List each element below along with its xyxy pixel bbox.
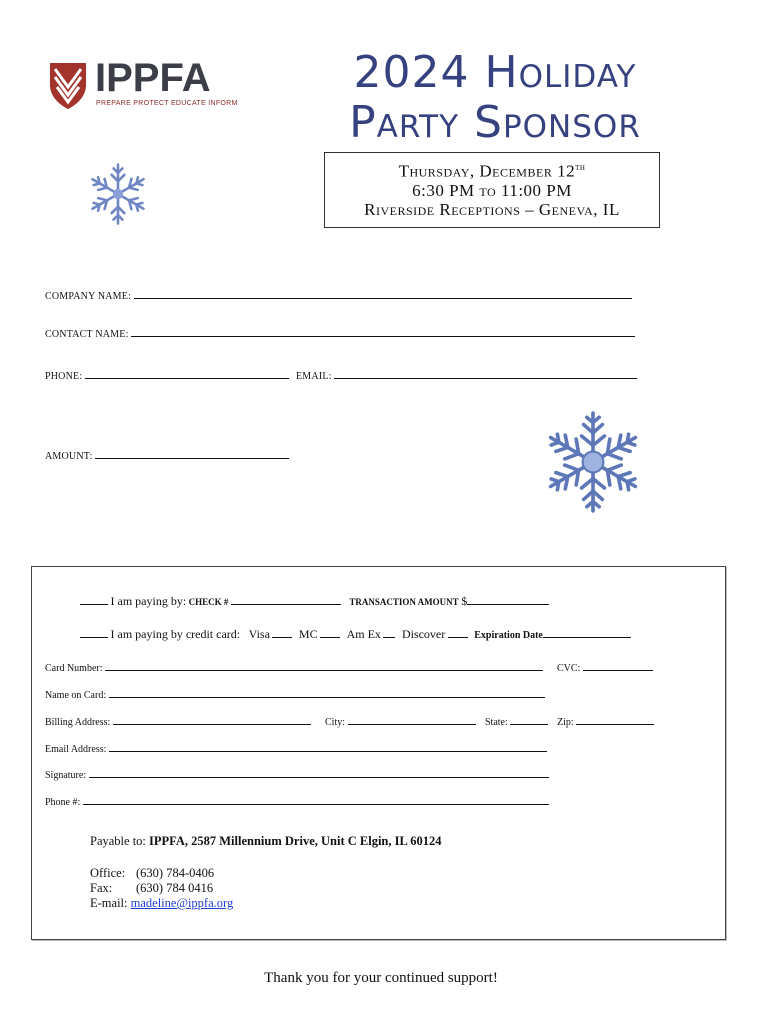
fax-line: Fax: (630) 784 0416: [90, 881, 214, 895]
company-name-field[interactable]: COMPANY NAME:: [45, 288, 632, 302]
name-on-card-field[interactable]: Name on Card:: [45, 687, 545, 701]
phone-field[interactable]: PHONE:: [45, 368, 289, 382]
office-line: Office: (630) 784-0406: [90, 866, 215, 880]
event-date: Thursday, December 12th: [398, 161, 586, 181]
contact-name-field[interactable]: CONTACT NAME:: [45, 326, 635, 340]
event-details-box: [324, 152, 660, 228]
email-link[interactable]: madeline@ippfa.org: [130, 896, 234, 910]
pay-by-check-row[interactable]: I am paying by: CHECK # TRANSACTION AMOUNT $: [80, 594, 549, 609]
logo-name: IPPFA: [95, 56, 211, 100]
logo-tagline: PREPARE PROTECT EDUCATE INFORM: [96, 100, 238, 107]
email-line: E-mail: madeline@ippfa.org: [90, 896, 234, 910]
email-field[interactable]: EMAIL:: [296, 368, 637, 382]
billing-address-field[interactable]: Billing Address:: [45, 714, 311, 728]
thank-you-message: Thank you for your continued support!: [264, 970, 498, 986]
email-address-field[interactable]: Email Address:: [45, 741, 547, 755]
phone-number-field[interactable]: Phone #:: [45, 794, 549, 808]
title-line-1: 2024 Holiday: [353, 47, 637, 98]
ippfa-shield-logo: [48, 61, 88, 111]
state-field[interactable]: State:: [485, 714, 548, 728]
cvc-field[interactable]: CVC:: [557, 660, 653, 674]
snowflake-icon: [86, 162, 150, 226]
event-venue: Riverside Receptions – Geneva, IL: [364, 199, 620, 219]
signature-field[interactable]: Signature:: [45, 767, 549, 781]
pay-by-card-row[interactable]: I am paying by credit card: Visa MC Am Ex Discover Expiration Date: [80, 627, 631, 642]
card-number-field[interactable]: Card Number:: [45, 660, 543, 674]
zip-field[interactable]: Zip:: [557, 714, 654, 728]
page-title: [300, 48, 690, 148]
amount-field[interactable]: AMOUNT:: [45, 448, 289, 462]
payable-to: Payable to: IPPFA, 2587 Millennium Drive, Unit C Elgin, IL 60124: [90, 834, 442, 848]
contact-info: [90, 866, 233, 911]
city-field[interactable]: City:: [325, 714, 476, 728]
event-time: 6:30 PM to 11:00 PM: [412, 180, 572, 200]
title-line-2: Party Sponsor: [349, 97, 641, 148]
snowflake-icon: [541, 410, 645, 514]
